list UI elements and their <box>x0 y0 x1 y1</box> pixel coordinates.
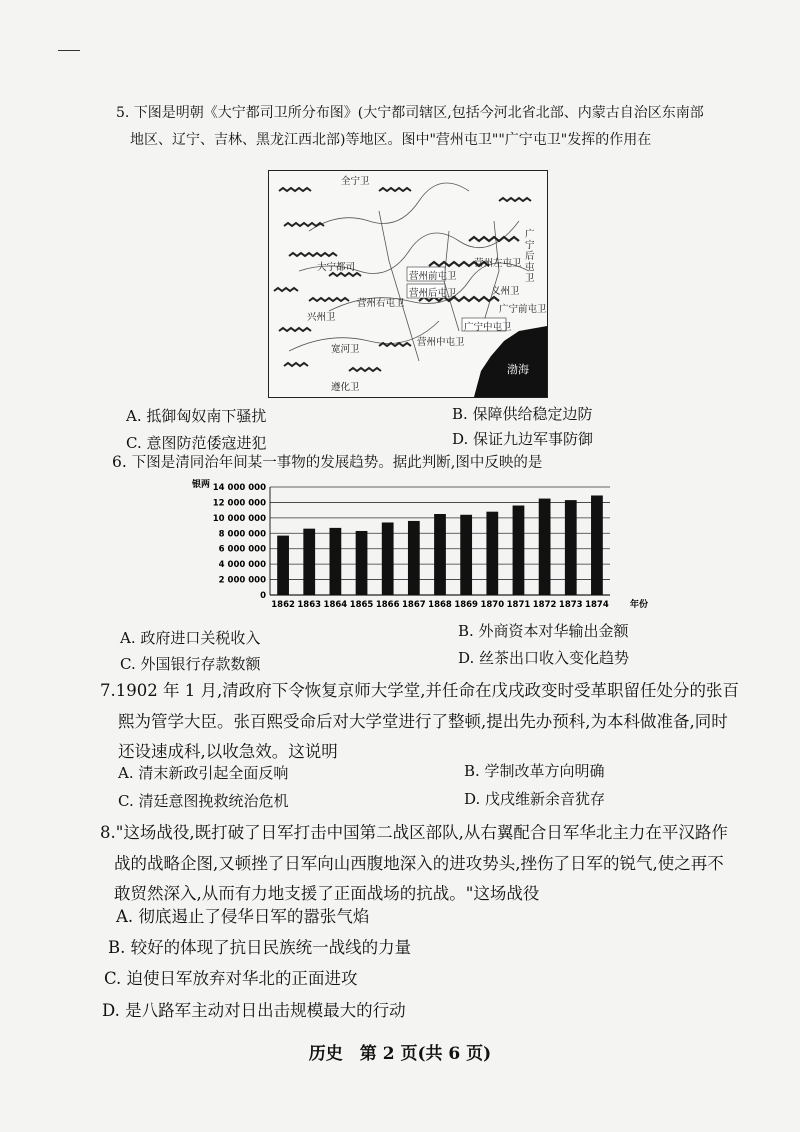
map-label-kuanhe: 宽河卫 <box>331 344 360 355</box>
bar <box>408 521 420 595</box>
question-7-text: 1902 年 1 月,清政府下令恢复京师大学堂,并任命在戊戌政变时受革职留任处分的张百 <box>115 681 739 700</box>
bar <box>565 500 577 595</box>
bar-chart-svg <box>190 477 660 625</box>
bar <box>382 522 394 595</box>
question-7-line-3: 还设速成科,以收急效。这说明 <box>118 742 338 761</box>
x-tick-label: 1866 <box>375 600 400 610</box>
x-tick-label: 1874 <box>585 600 609 610</box>
map-label-yingzhou-hou: 营州后屯卫 <box>409 288 457 299</box>
y-tick-label: 8 000 000 <box>218 529 266 540</box>
map-label-bohai: 渤海 <box>507 363 529 376</box>
x-tick-label: 1868 <box>428 600 452 610</box>
q7-option-c[interactable]: C. 清廷意图挽救统治危机 <box>118 792 289 810</box>
q7-option-a[interactable]: A. 清末新政引起全面反响 <box>118 764 289 782</box>
question-8-line-1 <box>100 818 760 849</box>
y-tick-label: 10 000 000 <box>212 513 266 524</box>
question-7-number: 7. <box>100 681 116 700</box>
x-tick-label: 1870 <box>480 600 505 610</box>
question-6 <box>112 449 542 477</box>
bar <box>513 506 525 595</box>
question-7 <box>100 676 750 768</box>
question-5-line-2: 地区、辽宁、吉林、黑龙江西北部)等地区。图中"营州屯卫""广宁屯卫"发挥的作用在 <box>130 132 652 148</box>
map-label-yingzhou-zuo: 营州左屯卫 <box>474 258 522 269</box>
y-tick-label: 4 000 000 <box>218 560 266 571</box>
question-5-text: 下图是明朝《大宁都司卫所分布图》(大宁都司辖区,包括今河北省北部、内蒙古自治区东南部 <box>133 105 704 121</box>
bar <box>434 514 446 595</box>
q6-option-a[interactable]: A. 政府进口关税收入 <box>120 629 261 647</box>
map-label-yingzhou-you: 营州右屯卫 <box>357 298 405 309</box>
q6-option-b[interactable]: B. 外商资本对华输出金额 <box>458 622 629 640</box>
map-label-quanning: 全宁卫 <box>341 176 370 187</box>
x-tick-label: 1867 <box>402 600 426 610</box>
bar <box>277 536 289 595</box>
map-label-daning: 大宁都司 <box>317 262 356 273</box>
y-tick-label: 6 000 000 <box>218 544 266 555</box>
q6-option-d[interactable]: D. 丝茶出口收入变化趋势 <box>458 649 630 667</box>
bar <box>356 531 368 595</box>
q5-option-a[interactable]: A. 抵御匈奴南下骚扰 <box>126 407 267 425</box>
x-tick-label: 1862 <box>271 600 295 610</box>
x-tick-label: 1869 <box>454 600 478 610</box>
question-8-text: "这场战役,既打破了日军打击中国第二战区部队,从右翼配合日军华北主力在平汉路作 <box>115 823 728 842</box>
bar <box>303 529 315 595</box>
question-5 <box>116 100 716 154</box>
map-label-guangning-qian: 广宁前屯卫 <box>499 304 547 315</box>
x-tick-label: 1871 <box>506 600 531 610</box>
x-tick-label: 1872 <box>532 600 557 610</box>
x-tick-label: 1865 <box>349 600 374 610</box>
question-8-number: 8. <box>100 823 116 842</box>
header-rule <box>58 50 80 51</box>
q8-option-d[interactable]: D. 是八路军主动对日出击规模最大的行动 <box>102 1001 406 1020</box>
map-label-yizhou: 义州卫 <box>491 286 520 297</box>
map-label-xinghe: 兴州卫 <box>307 312 336 323</box>
q8-option-b[interactable]: B. 较好的体现了抗日民族统一战线的力量 <box>108 938 412 957</box>
q8-option-c[interactable]: C. 迫使日军放弃对华北的正面进攻 <box>104 969 358 988</box>
q5-option-b[interactable]: B. 保障供给稳定边防 <box>452 405 593 423</box>
q7-option-d[interactable]: D. 戊戌维新余音犹存 <box>464 790 606 808</box>
map-label-yingzhou-qian: 营州前屯卫 <box>409 271 457 282</box>
map-label-zunhua: 遵化卫 <box>331 382 360 393</box>
question-6-number: 6. <box>112 453 127 471</box>
question-6-text: 下图是清同治年间某一事物的发展趋势。据此判断,图中反映的是 <box>131 455 543 471</box>
x-axis-label: 年份 <box>630 600 649 610</box>
x-tick-label: 1873 <box>558 600 583 610</box>
bar <box>539 499 551 595</box>
y-axis-label: 银两 <box>192 480 211 490</box>
question-7-line-1 <box>100 676 750 707</box>
q5-option-c[interactable]: C. 意图防范倭寇进犯 <box>126 434 267 452</box>
question-7-line-2: 熙为管学大臣。张百熙受命后对大学堂进行了整顿,提出先办预科,为本科做准备,同时 <box>118 711 728 731</box>
page-footer: 历史 第 2 页(共 6 页) <box>308 1044 492 1064</box>
map-label-guangning-zhong: 广宁中屯卫 <box>464 322 512 333</box>
q8-option-a[interactable]: A. 彻底遏止了侵华日军的嚣张气焰 <box>116 907 370 926</box>
question-8-line-3: 敢贸然深入,从而有力地支援了正面战场的抗战。"这场战役 <box>114 884 540 903</box>
bar <box>330 528 342 595</box>
bar <box>486 512 498 595</box>
question-8-line-2: 战的战略企图,又顿挫了日军向山西腹地深入的进攻势头,挫伤了日军的锐气,使之再不 <box>114 853 724 873</box>
y-tick-label: 0 <box>260 591 266 601</box>
y-tick-label: 14 000 000 <box>212 483 266 493</box>
q7-option-b[interactable]: B. 学制改革方向明确 <box>464 762 605 780</box>
y-tick-label: 2 000 000 <box>218 575 266 586</box>
daning-map <box>268 170 548 398</box>
map-label-yingzhou-zhong: 营州中屯卫 <box>417 337 465 348</box>
question-5-line-1 <box>116 100 716 127</box>
q6-option-c[interactable]: C. 外国银行存款数额 <box>120 655 261 673</box>
question-8 <box>100 818 760 910</box>
bar-chart <box>190 477 660 625</box>
map-label-guangning-hou: 广宁后屯卫 <box>525 229 535 284</box>
x-tick-label: 1863 <box>297 600 322 610</box>
q5-option-d[interactable]: D. 保证九边军事防御 <box>452 430 594 448</box>
question-5-number: 5. <box>116 105 130 121</box>
bar <box>460 515 472 595</box>
x-tick-label: 1864 <box>323 600 348 610</box>
y-tick-label: 12 000 000 <box>212 498 266 509</box>
bar <box>591 495 603 595</box>
